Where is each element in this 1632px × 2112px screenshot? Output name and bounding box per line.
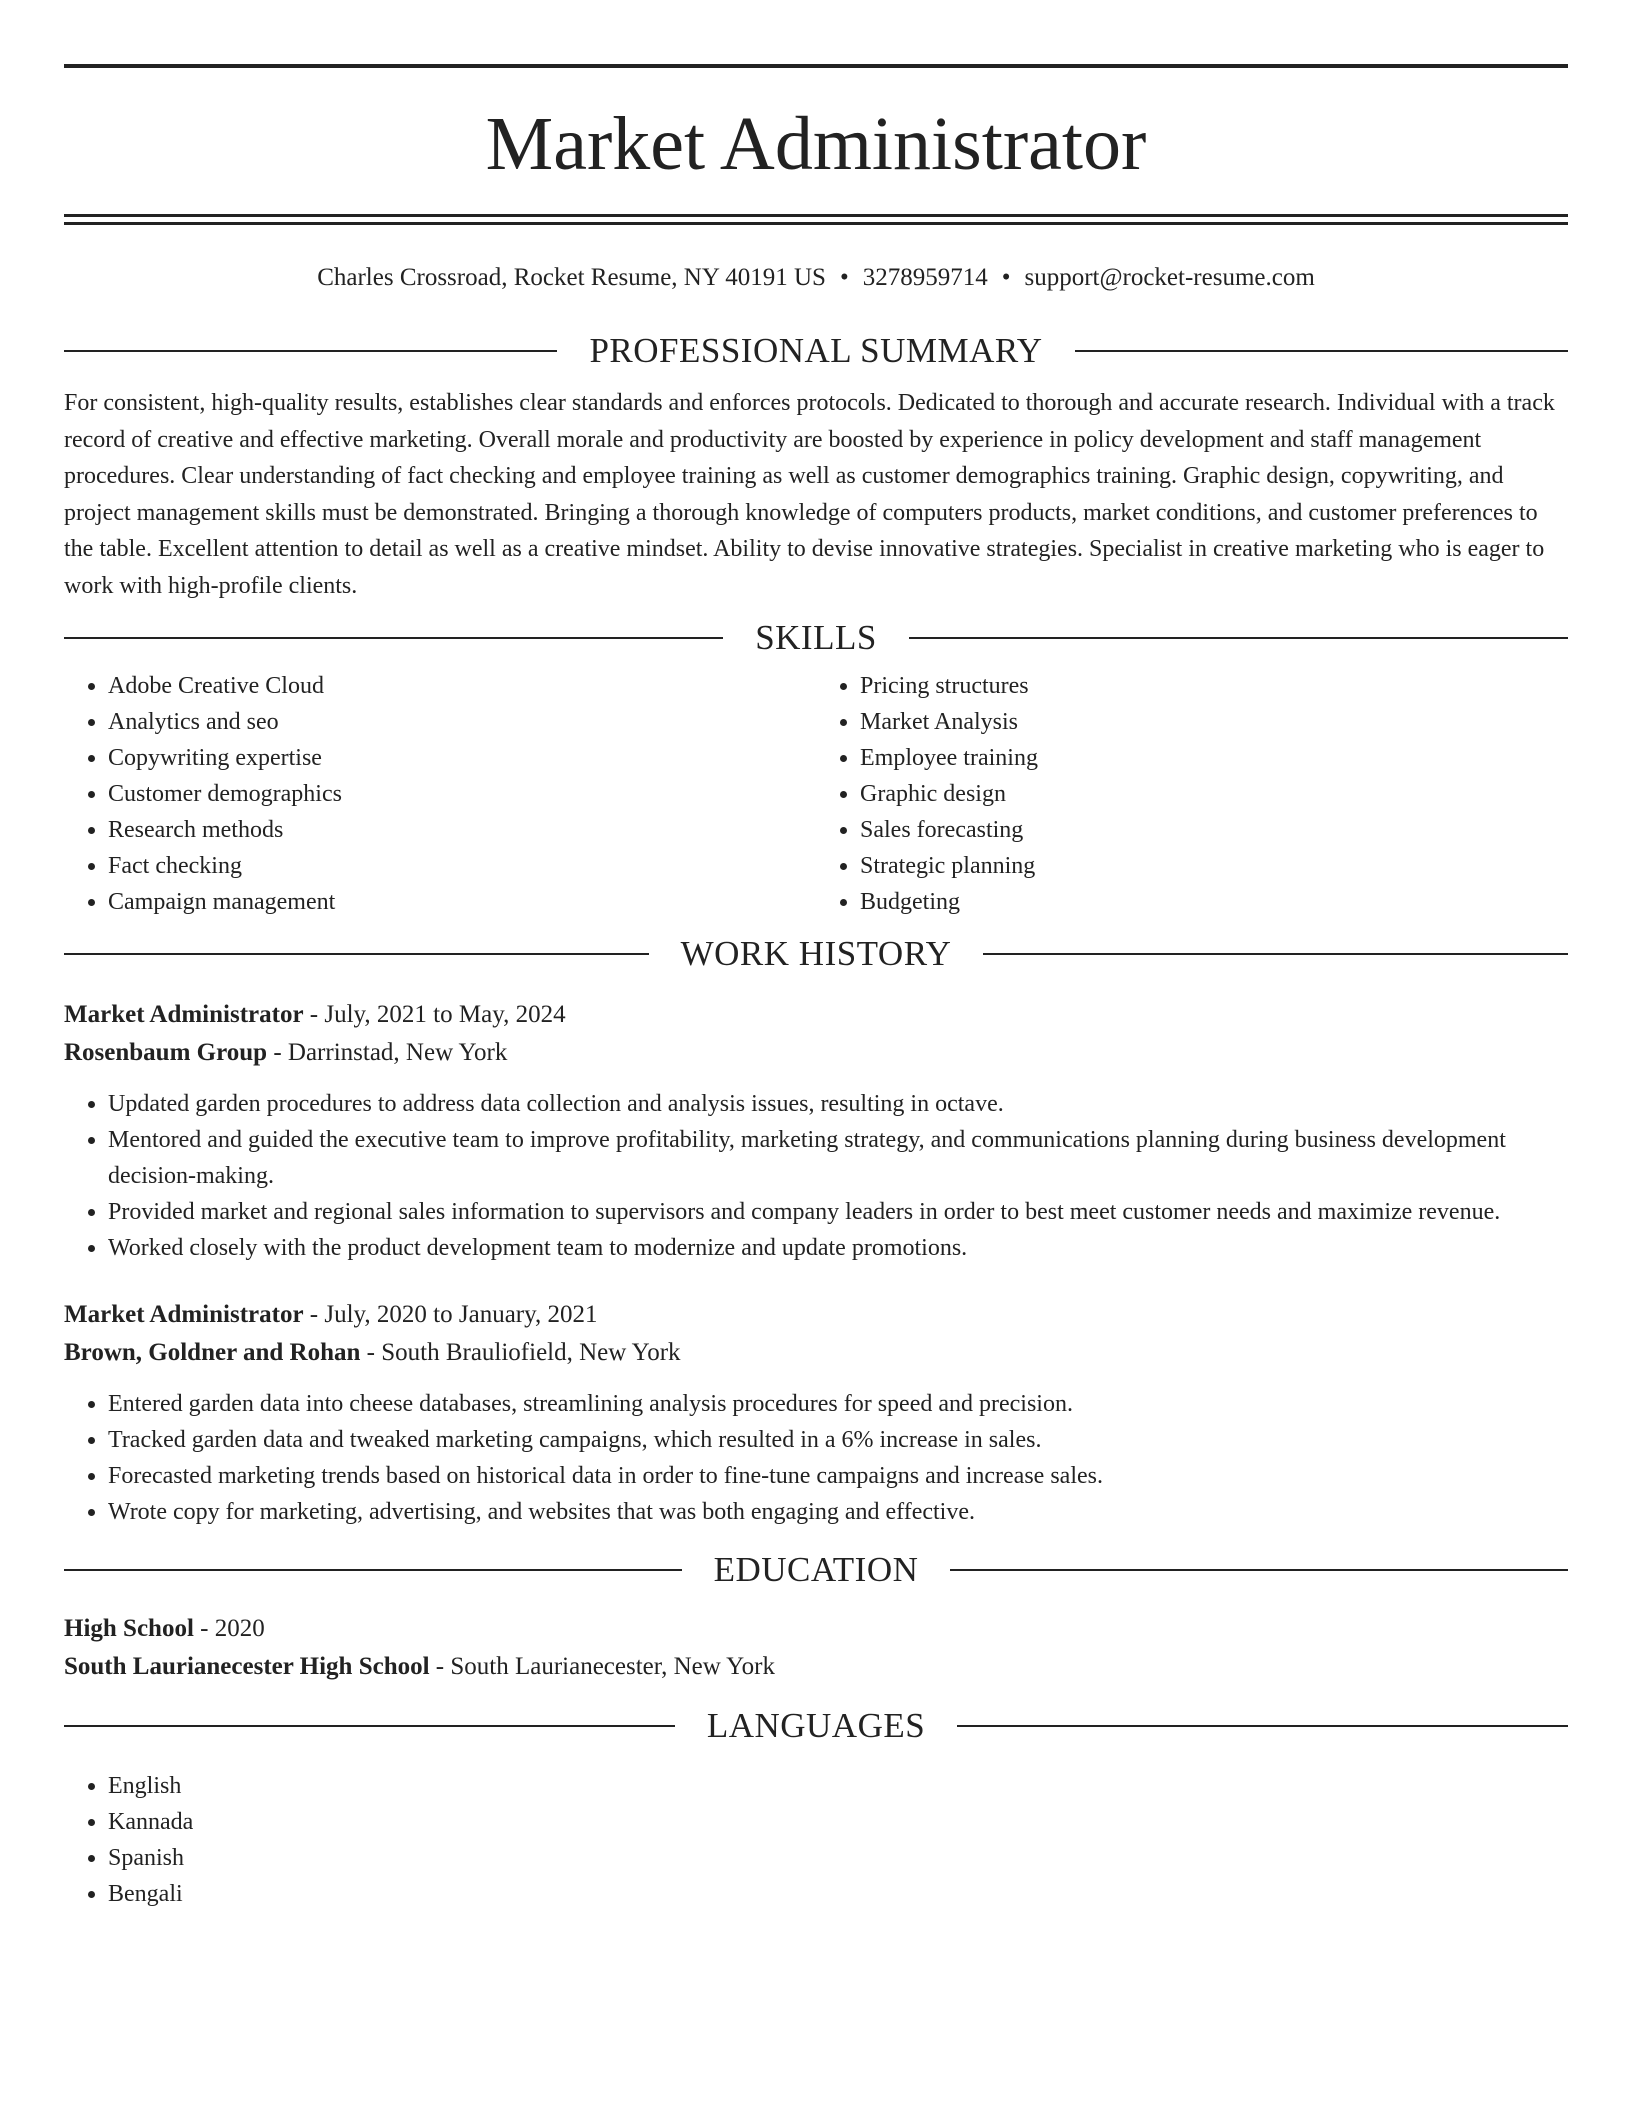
skill-item: • Analytics and seo [108,704,816,740]
job-entry [64,1296,1568,1530]
language-item: • Bengali [108,1876,1568,1912]
job-bullet: • Entered garden data into cheese databases, streamlining analysis procedures for speed and precision. [108,1386,1568,1422]
job-title-line [64,1296,1568,1334]
job-bullet: • Provided market and regional sales information to supervisors and company leaders in order to best meet customer needs and maximize revenue. [108,1194,1568,1230]
skills-title: SKILLS [755,618,877,657]
job-title: Market Administrator [64,1001,304,1028]
heading-rule [957,1725,1568,1727]
job-bullet: • Tracked garden data and tweaked marketing campaigns, which resulted in a 6% increase in sales. [108,1422,1568,1458]
heading-rule [909,637,1568,639]
contact-separator: • [1001,264,1011,291]
skills-list-right [816,668,1568,920]
skill-item: • Graphic design [860,776,1568,812]
education-location: - South Laurianecester, New York [429,1653,775,1680]
education-school-line [64,1648,1568,1686]
job-bullets [64,1386,1568,1530]
skill-item: • Pricing structures [860,668,1568,704]
language-item: • Spanish [108,1840,1568,1876]
contact-email: support@rocket-resume.com [1024,264,1315,291]
education-entry [64,1610,1568,1686]
skills-list-left [64,668,816,920]
skill-item: • Market Analysis [860,704,1568,740]
education-heading [64,1550,1568,1590]
heading-rule [64,953,649,955]
heading-rule [64,1725,675,1727]
work-heading [64,934,1568,974]
education-school: South Laurianecester High School [64,1653,430,1680]
education-degree-line [64,1610,1568,1648]
skill-item: • Employee training [860,740,1568,776]
skill-item: • Strategic planning [860,848,1568,884]
double-rule [64,214,1568,225]
resume-name: Market Administrator [485,102,1147,186]
heading-rule [64,637,723,639]
language-item: • Kannada [108,1804,1568,1840]
heading-rule [1075,350,1568,352]
job-dates: - July, 2021 to May, 2024 [303,1001,566,1028]
job-bullets [64,1086,1568,1266]
job-bullet: • Mentored and guided the executive team to improve profitability, marketing strategy, and communications planning during business development decision-making. [108,1122,1568,1194]
education-degree: High School [64,1615,194,1642]
education-year: - 2020 [193,1615,265,1642]
skill-item: • Copywriting expertise [108,740,816,776]
education-title: EDUCATION [713,1550,919,1589]
job-bullet: • Wrote copy for marketing, advertising, and websites that was both engaging and effective. [108,1494,1568,1530]
skill-item: • Sales forecasting [860,812,1568,848]
heading-rule [64,350,557,352]
job-company-line [64,1034,1568,1072]
summary-heading [64,331,1568,371]
summary-title: PROFESSIONAL SUMMARY [589,331,1043,370]
skill-item: • Adobe Creative Cloud [108,668,816,704]
language-item: • English [108,1768,1568,1804]
job-company: Rosenbaum Group [64,1039,268,1066]
skill-item: • Research methods [108,812,816,848]
job-company-line [64,1334,1568,1372]
heading-rule [983,953,1568,955]
skill-item: • Campaign management [108,884,816,920]
languages-title: LANGUAGES [706,1706,926,1745]
skills-heading [64,618,1568,658]
heading-rule [950,1569,1568,1571]
job-dates: - July, 2020 to January, 2021 [303,1301,598,1328]
job-company: Brown, Goldner and Rohan [64,1339,361,1366]
job-title: Market Administrator [64,1301,304,1328]
languages-list [64,1768,1568,1912]
heading-rule [64,1569,682,1571]
languages-heading [64,1706,1568,1746]
job-bullet: • Forecasted marketing trends based on historical data in order to fine-tune campaigns and increase sales. [108,1458,1568,1494]
contact-phone: 3278959714 [862,264,988,291]
job-entry [64,996,1568,1266]
contact-line [64,263,1568,293]
top-rule [64,64,1568,68]
job-location: - Darrinstad, New York [267,1039,508,1066]
job-bullet: • Updated garden procedures to address data collection and analysis issues, resulting in octave. [108,1086,1568,1122]
job-title-line [64,996,1568,1034]
skill-item: • Customer demographics [108,776,816,812]
skill-item: • Fact checking [108,848,816,884]
contact-separator: • [839,264,849,291]
skill-item: • Budgeting [860,884,1568,920]
job-location: - South Brauliofield, New York [360,1339,681,1366]
resume-page [64,64,1568,1912]
work-title: WORK HISTORY [680,934,952,973]
job-bullet: • Worked closely with the product development team to modernize and update promotions. [108,1230,1568,1266]
summary-text: For consistent, high-quality results, establishes clear standards and enforces protocols. Dedicated to thorough and accurate research. Individual with a track record of creative and effective marketing. Overall morale and productivity are boosted by experience in policy development and staff management procedures. Clear understanding of fact checking and employee training as well as customer demographics training. Graphic design, copywriting, and project management skills must be demonstrated. Bringing a thorough knowledge of computers products, market conditions, and customer preferences to the table. Excellent attention to detail as well as a creative mindset. Ability to devise innovative strategies. Specialist in creative marketing who is eager to work with high-profile clients. [64,390,1555,599]
contact-address: Charles Crossroad, Rocket Resume, NY 40191 US [317,264,826,291]
skills-columns [64,668,1568,920]
